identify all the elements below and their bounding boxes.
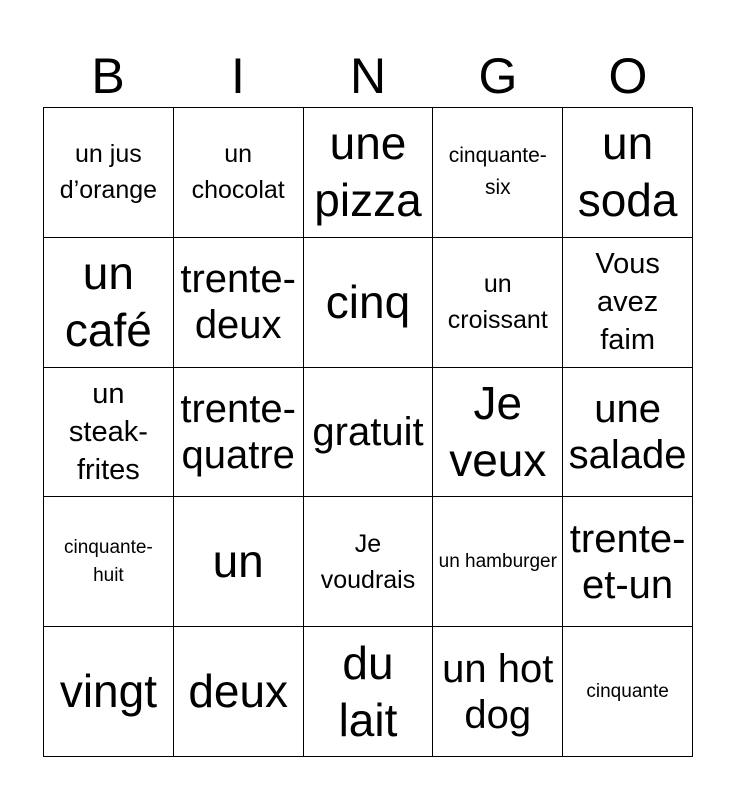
bingo-cell[interactable] <box>433 368 563 498</box>
bingo-cell[interactable] <box>433 497 563 627</box>
cell-text: du lait <box>338 636 398 746</box>
cell-text: un café <box>64 247 152 357</box>
bingo-cell[interactable] <box>44 238 174 368</box>
bingo-cell[interactable] <box>563 238 693 368</box>
bingo-cell[interactable] <box>563 108 693 238</box>
bingo-cell[interactable] <box>44 497 174 627</box>
bingo-cell[interactable] <box>433 108 563 238</box>
cell-text: un chocolat <box>191 140 285 205</box>
cell-text: une salade <box>568 386 687 477</box>
cell-text: cinquante-six <box>448 144 547 200</box>
bingo-cell[interactable] <box>44 368 174 498</box>
cell-text: une pizza <box>314 117 422 227</box>
header-letter-o: O <box>608 48 648 104</box>
cell-text: trente-quatre <box>180 386 296 477</box>
bingo-cell[interactable] <box>433 238 563 368</box>
cell-text: cinq <box>325 275 411 328</box>
cell-text: Je veux <box>449 376 547 486</box>
bingo-cell[interactable] <box>44 627 174 757</box>
bingo-cell[interactable] <box>563 497 693 627</box>
bingo-cell[interactable] <box>174 497 304 627</box>
cell-text: un croissant <box>447 270 548 335</box>
bingo-cell[interactable] <box>174 238 304 368</box>
cell-text: vingt <box>59 665 157 718</box>
bingo-cell[interactable] <box>174 627 304 757</box>
bingo-cell[interactable] <box>174 108 304 238</box>
cell-text: un hot dog <box>442 646 554 737</box>
bingo-cell[interactable] <box>304 108 434 238</box>
bingo-cell[interactable] <box>563 368 693 498</box>
header-letter-n: N <box>349 48 387 104</box>
bingo-cell[interactable] <box>563 627 693 757</box>
bingo-cell[interactable] <box>174 368 304 498</box>
cell-text: un soda <box>577 117 678 227</box>
cell-text: deux <box>188 665 289 718</box>
cell-text: Je voudrais <box>320 529 416 594</box>
bingo-cell[interactable] <box>433 627 563 757</box>
cell-text: trente-et-un <box>569 516 686 607</box>
cell-text: cinquante <box>586 680 669 702</box>
bingo-cell[interactable] <box>304 238 434 368</box>
header-letter-i: I <box>231 48 245 104</box>
bingo-cell[interactable] <box>304 497 434 627</box>
cell-text: un steak-frites <box>68 377 148 486</box>
bingo-header <box>43 44 693 108</box>
header-letter-b: B <box>91 48 125 104</box>
cell-text: un <box>212 535 264 588</box>
cell-text: un hamburger <box>438 550 557 572</box>
cell-text: gratuit <box>312 409 424 454</box>
cell-text: Vous avez faim <box>595 248 660 357</box>
cell-text: trente-deux <box>180 257 296 348</box>
header-letter-g: G <box>478 48 518 104</box>
cell-text: un jus d’orange <box>59 140 158 205</box>
bingo-cell[interactable] <box>44 108 174 238</box>
bingo-card <box>43 107 693 757</box>
bingo-cell[interactable] <box>304 627 434 757</box>
cell-text: cinquante-huit <box>64 536 153 586</box>
bingo-cell[interactable] <box>304 368 434 498</box>
